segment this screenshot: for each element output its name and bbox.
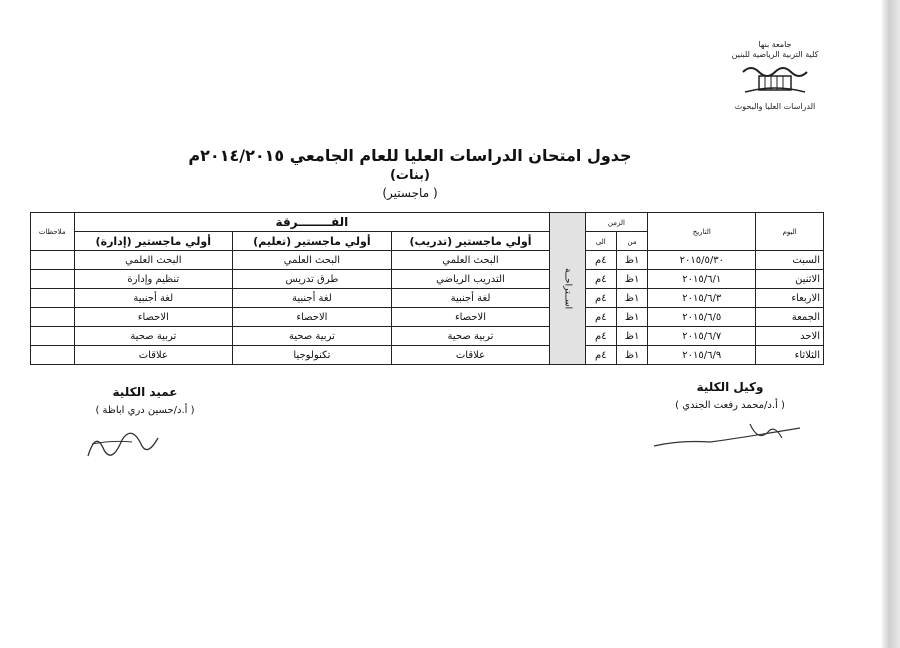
dean-signature-icon bbox=[82, 420, 162, 464]
table-row bbox=[31, 346, 824, 365]
gender-label: (بنات) bbox=[389, 168, 430, 183]
notes-cell bbox=[31, 308, 75, 327]
vice-dean-signature-block bbox=[650, 380, 810, 411]
header-notes-label: ملاحظات bbox=[38, 228, 66, 236]
from-cell: ١ظ bbox=[616, 327, 647, 346]
subject-cell: الاحصاء bbox=[74, 308, 233, 327]
program-teaching-label: أولي ماجستير (تعليم) bbox=[253, 234, 371, 248]
from-cell: ١ظ bbox=[616, 308, 647, 327]
notes-cell bbox=[31, 289, 75, 308]
from-cell: ١ظ bbox=[616, 346, 647, 365]
vice-dean-name: ( أ.د/محمد رفعت الجندي ) bbox=[675, 400, 785, 411]
subject-cell: تربية صحية bbox=[74, 327, 233, 346]
subject-cell: تكنولوجيا bbox=[233, 346, 392, 365]
to-cell: ٤م bbox=[585, 308, 616, 327]
page-title: جدول امتحان الدراسات العليا للعام الجامعي ٢٠١٤/٢٠١٥م bbox=[188, 146, 632, 165]
subject-cell: علاقات bbox=[391, 346, 550, 365]
date-cell: ٢٠١٥/٦/١ bbox=[648, 270, 756, 289]
to-cell: ٤م bbox=[585, 270, 616, 289]
faculty-name: كلية التربية الرياضية للبنين bbox=[731, 50, 819, 59]
subject-cell: لغة أجنبية bbox=[233, 289, 392, 308]
header-time-label: الزمن bbox=[607, 218, 625, 227]
program-management-label: أولي ماجستير (إدارة) bbox=[95, 234, 212, 248]
notes-cell bbox=[31, 270, 75, 289]
university-name: جامعة بنها bbox=[758, 40, 792, 49]
day-cell: الثلاثاء bbox=[756, 346, 824, 365]
header-date bbox=[648, 213, 756, 251]
dean-signature-block bbox=[80, 385, 210, 416]
date-cell: ٢٠١٥/٦/٣ bbox=[648, 289, 756, 308]
day-cell: الاحد bbox=[756, 327, 824, 346]
vice-dean-title: وكيل الكلية bbox=[696, 380, 764, 394]
table-row bbox=[31, 308, 824, 327]
notes-cell bbox=[31, 346, 75, 365]
header-day bbox=[756, 213, 824, 251]
subject-cell: الاحصاء bbox=[233, 308, 392, 327]
notes-cell bbox=[31, 251, 75, 270]
day-cell: السبت bbox=[756, 251, 824, 270]
degree-label: ( ماجستير) bbox=[382, 186, 438, 200]
table-row bbox=[31, 289, 824, 308]
table-row bbox=[31, 270, 824, 289]
header-from-label: من bbox=[627, 237, 637, 246]
exam-schedule-table bbox=[30, 212, 824, 365]
subject-cell: البحث العلمي bbox=[391, 251, 550, 270]
header-program-management bbox=[74, 232, 233, 251]
day-cell: الجمعة bbox=[756, 308, 824, 327]
subject-cell: البحث العلمي bbox=[233, 251, 392, 270]
faculty-emblem-icon bbox=[739, 62, 811, 96]
subject-cell: لغة أجنبية bbox=[391, 289, 550, 308]
date-cell: ٢٠١٥/٦/٥ bbox=[648, 308, 756, 327]
date-cell: ٢٠١٥/٥/٣٠ bbox=[648, 251, 756, 270]
header-day-label: اليوم bbox=[782, 228, 797, 236]
header-date-label: التاريخ bbox=[692, 228, 711, 236]
dean-title: عميد الكلية bbox=[112, 385, 178, 399]
header-to bbox=[585, 232, 616, 251]
subject-cell: طرق تدريس bbox=[233, 270, 392, 289]
table-row bbox=[31, 251, 824, 270]
to-cell: ٤م bbox=[585, 251, 616, 270]
faculty-logo bbox=[725, 40, 825, 140]
department-name: الدراسات العليا والبحوث bbox=[734, 102, 816, 111]
to-cell: ٤م bbox=[585, 327, 616, 346]
dean-name: ( أ.د/حسين دري اباظة ) bbox=[95, 405, 195, 416]
table-row bbox=[31, 327, 824, 346]
header-time bbox=[585, 213, 648, 232]
header-to-label: الى bbox=[595, 237, 606, 246]
to-cell: ٤م bbox=[585, 346, 616, 365]
header-notes bbox=[31, 213, 75, 251]
day-cell: الاثنين bbox=[756, 270, 824, 289]
to-cell: ٤م bbox=[585, 289, 616, 308]
subject-cell: علاقات bbox=[74, 346, 233, 365]
vice-dean-signature-icon bbox=[650, 418, 810, 452]
notes-cell bbox=[31, 327, 75, 346]
date-cell: ٢٠١٥/٦/٧ bbox=[648, 327, 756, 346]
subject-cell: تربية صحية bbox=[233, 327, 392, 346]
header-level-label: الفــــــــرقة bbox=[275, 215, 349, 229]
program-training-label: أولي ماجستير (تدريب) bbox=[409, 234, 532, 248]
day-cell: الاربعاء bbox=[756, 289, 824, 308]
subject-cell: تنظيم وإدارة bbox=[74, 270, 233, 289]
header-level bbox=[74, 213, 550, 232]
title-block bbox=[150, 145, 670, 201]
date-cell: ٢٠١٥/٦/٩ bbox=[648, 346, 756, 365]
header-from bbox=[616, 232, 647, 251]
break-label: اســتراحــة bbox=[562, 267, 573, 310]
scan-edge bbox=[882, 0, 900, 648]
header-program-training bbox=[391, 232, 550, 251]
subject-cell: البحث العلمي bbox=[74, 251, 233, 270]
from-cell: ١ظ bbox=[616, 270, 647, 289]
subject-cell: لغة أجنبية bbox=[74, 289, 233, 308]
subject-cell: التدريب الرياضي bbox=[391, 270, 550, 289]
table-header-row bbox=[31, 213, 824, 232]
break-column bbox=[550, 213, 585, 365]
subject-cell: تربية صحية bbox=[391, 327, 550, 346]
from-cell: ١ظ bbox=[616, 251, 647, 270]
header-program-teaching bbox=[233, 232, 392, 251]
subject-cell: الاحصاء bbox=[391, 308, 550, 327]
from-cell: ١ظ bbox=[616, 289, 647, 308]
